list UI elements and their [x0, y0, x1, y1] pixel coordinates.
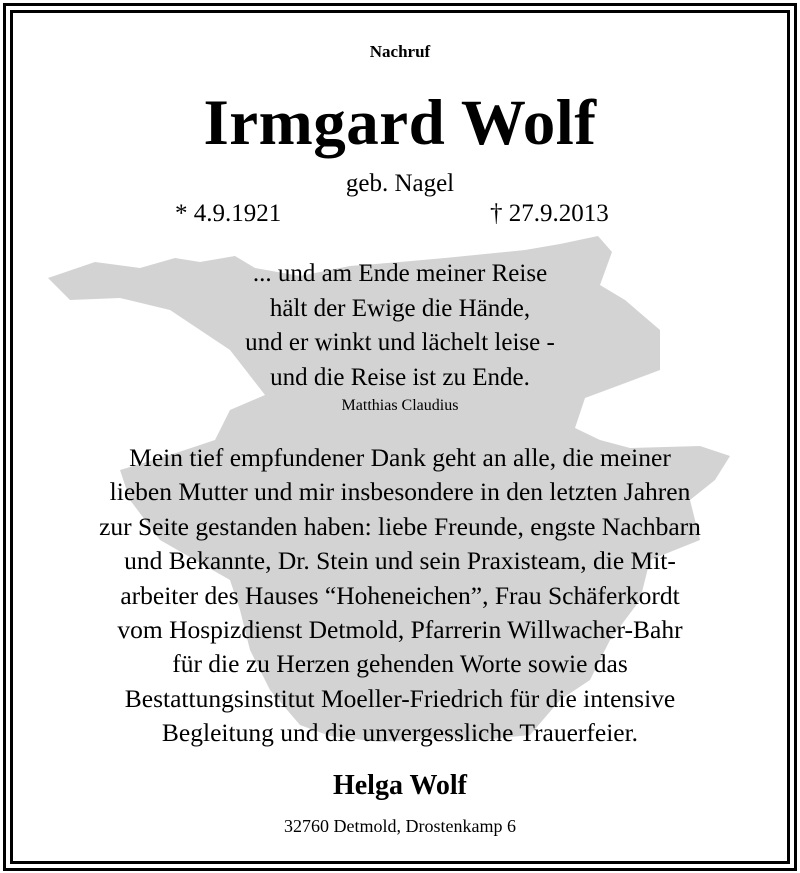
message-line: für die zu Herzen gehenden Worte sowie das — [172, 649, 628, 679]
signer-address: 32760 Detmold, Drostenkamp 6 — [284, 816, 516, 836]
message-line: zur Seite gestanden haben: liebe Freunde, engste Nachbarn — [99, 511, 701, 541]
poem-line: und er winkt und lächelt leise - — [245, 329, 555, 356]
maiden-name: geb. Nagel — [345, 170, 455, 197]
poem-line: hält der Ewige die Hände, — [269, 294, 531, 322]
birth-date: * 4.9.1921 — [175, 200, 282, 227]
poem — [0, 257, 800, 395]
poem-line: und die Reise ist zu Ende. — [270, 363, 530, 391]
message-line: arbeiter des Hauses “Hoheneichen”, Frau Schäferkordt — [120, 580, 680, 610]
message-line: und Bekannte, Dr. Stein und sein Praxisteam, die Mit- — [124, 546, 676, 576]
message-line: Begleitung und die unvergessliche Trauerfeier. — [161, 718, 639, 748]
message-line: lieben Mutter und mir insbesondere in den letzten Jahren — [109, 477, 691, 507]
message-line: Mein tief empfundener Dank geht an alle, die meiner — [129, 443, 671, 472]
signer-name: Helga Wolf — [332, 770, 468, 801]
poem-line: ... und am Ende meiner Reise — [252, 260, 548, 287]
poem-author: Matthias Claudius — [341, 397, 459, 414]
message-line: vom Hospizdienst Detmold, Pfarrerin Willwacher-Bahr — [117, 614, 683, 644]
notice-label: Nachruf — [369, 42, 431, 61]
deceased-name: Irmgard Wolf — [203, 87, 597, 159]
thank-you-message — [0, 441, 800, 751]
message-line: Bestattungsinstitut Moeller-Friedrich für die intensive — [124, 683, 676, 713]
death-date: † 27.9.2013 — [490, 200, 609, 227]
